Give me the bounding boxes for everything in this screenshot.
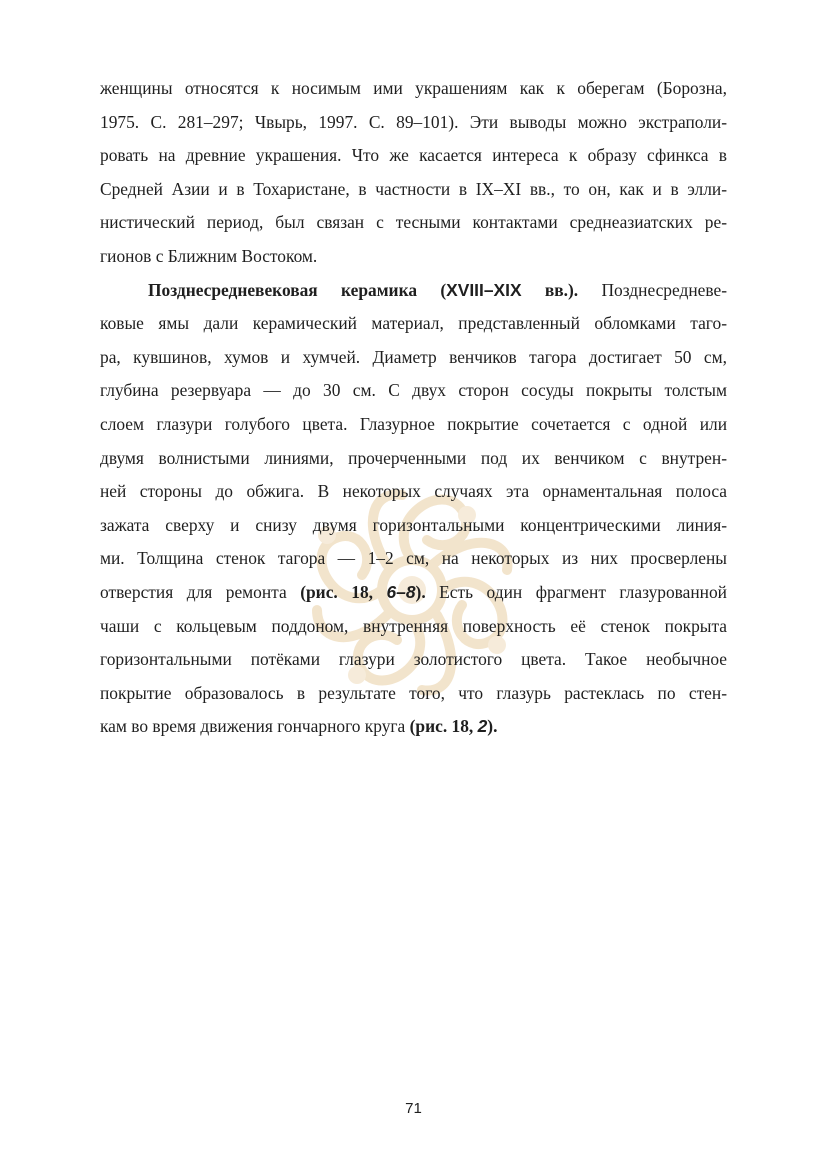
text-line: гионов с Ближним Востоком. — [100, 245, 318, 266]
figure-reference-suffix: ). — [487, 716, 498, 737]
figure-reference-number: 6–8 — [386, 581, 416, 602]
text-line: ровать на древние украшения. Что же касается интереса к образу сфинкса в — [100, 145, 727, 166]
text-fragment: Есть один фрагмент глазурованной — [425, 581, 727, 602]
section-heading-text: Позднесредневековая керамика ( — [148, 279, 447, 300]
figure-reference — [410, 716, 498, 736]
text-line: зажата сверху и снизу двумя горизонтальными концентрическими линия- — [100, 514, 727, 535]
text-fragment: кам во время движения гончарного круга — [100, 716, 410, 737]
text-line: ней стороны до обжига. В некоторых случаях эта орнаментальная полоса — [100, 481, 727, 502]
text-line: Средней Азии и в Тохаристане, в частности в IX–XI вв., то он, как и в элли- — [100, 178, 727, 199]
text-line: ми. Толщина стенок тагора — 1–2 см, на некоторых из них просверлены — [100, 548, 727, 569]
figure-reference-number: 2 — [477, 716, 488, 737]
text-line: ковые ямы дали керамический материал, представленный обломками таго- — [100, 313, 727, 334]
page-number: 71 — [405, 1100, 422, 1117]
text-line: женщины относятся к носимым ими украшениям как к оберегам (Борозна, — [100, 78, 727, 98]
paragraph-1 — [100, 72, 727, 274]
section-heading-suffix: вв.). — [521, 279, 579, 300]
text-line: ра, кувшинов, хумов и хумчей. Диаметр венчиков тагора достигает 50 см, — [100, 346, 727, 367]
text-line: глубина резервуара — до 30 см. С двух сторон сосуды покрыты толстым — [100, 380, 727, 401]
figure-reference-suffix: ). — [415, 581, 426, 602]
text-line-with-reference — [100, 576, 727, 610]
text-line: 1975. С. 281–297; Чвырь, 1997. С. 89–101). Эти выводы можно экстраполи- — [100, 111, 727, 132]
figure-reference-prefix: (рис. 18, — [300, 581, 387, 602]
text-fragment: Позднесредневе- — [578, 279, 727, 300]
text-line: нистический период, был связан с тесными контактами среднеазиатских ре- — [100, 212, 727, 233]
text-line-with-reference — [100, 710, 727, 744]
text-line: горизонтальными потёками глазури золотистого цвета. Такое необычное — [100, 649, 727, 670]
text-line: покрытие образовалось в результате того, что глазурь растеклась по стен- — [100, 682, 727, 703]
section-heading-century: XVIII–XIX — [446, 279, 522, 300]
paragraph-2 — [100, 274, 727, 744]
section-heading — [148, 280, 578, 300]
figure-reference — [300, 582, 425, 602]
text-fragment: отверстия для ремонта — [100, 581, 301, 602]
text-line-heading — [100, 274, 727, 308]
text-line: двумя волнистыми линиями, прочерченными под их венчиком с внутрен- — [100, 447, 727, 468]
text-line: чаши с кольцевым поддоном, внутренняя поверхность её стенок покрыта — [100, 615, 727, 636]
text-line: слоем глазури голубого цвета. Глазурное покрытие сочетается с одной или — [100, 413, 727, 434]
figure-reference-prefix: (рис. 18, — [409, 716, 478, 737]
body-text — [100, 72, 727, 744]
